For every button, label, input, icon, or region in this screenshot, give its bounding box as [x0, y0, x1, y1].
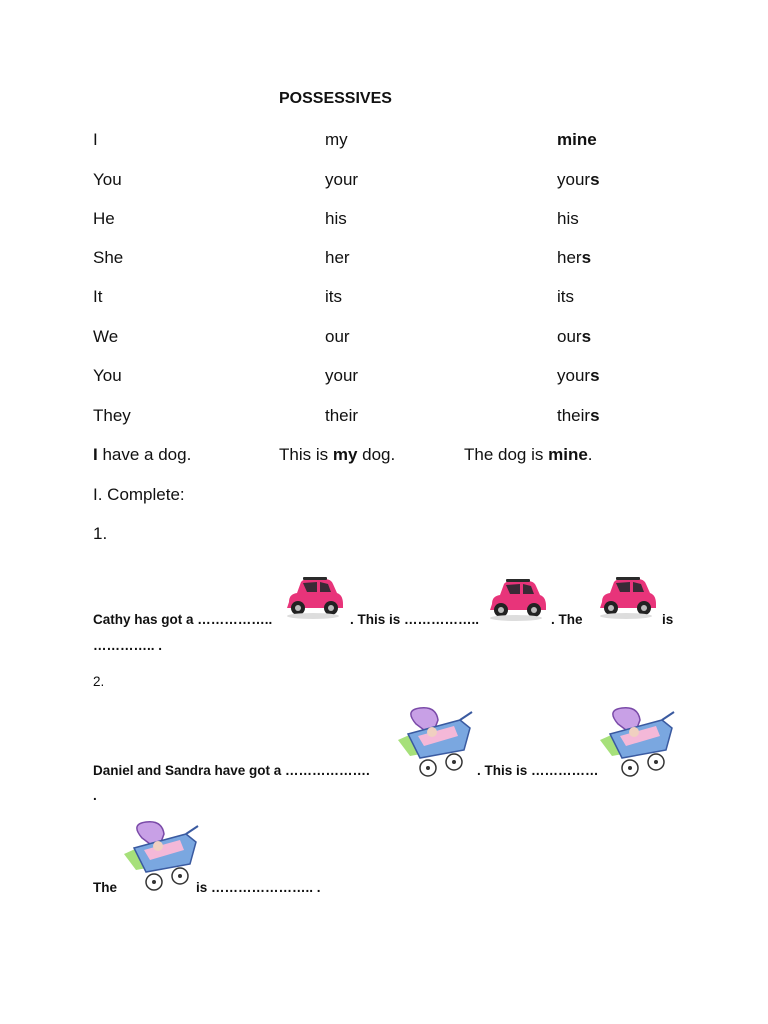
possessive-pronoun: ours: [557, 327, 592, 346]
exercise-text: Daniel and Sandra have got a ……………….: [93, 763, 370, 778]
example-sentence-2: This is my dog.: [279, 445, 396, 464]
possessive-adjective: his: [325, 209, 347, 228]
possessive-adjective: my: [325, 130, 348, 149]
subject-pronoun: They: [93, 406, 131, 425]
exercise-text: is: [662, 612, 674, 627]
subject-pronoun: You: [93, 170, 122, 189]
subject-pronoun: You: [93, 366, 122, 385]
example-sentence-3: The dog is mine.: [464, 445, 593, 464]
instruction-heading: I. Complete:: [93, 485, 185, 504]
example-sentence-1: I have a dog.: [93, 445, 192, 464]
exercise-number: 1.: [93, 524, 108, 543]
subject-pronoun: I: [93, 130, 98, 149]
exercise-text: . This is ……………: [477, 763, 599, 778]
subject-pronoun: He: [93, 209, 115, 228]
car-image: [486, 576, 548, 622]
possessive-adjective: your: [325, 366, 359, 385]
page-title: POSSESSIVES: [279, 90, 392, 107]
possessive-adjective: your: [325, 170, 359, 189]
exercise-text: ………….. .: [93, 638, 163, 653]
exercise-text: The: [93, 880, 118, 895]
exercise-number: 2.: [93, 674, 105, 689]
subject-pronoun: It: [93, 287, 103, 306]
possessive-pronoun: his: [557, 209, 579, 228]
exercise-text: . This is ……………..: [350, 612, 480, 627]
pram-image: [396, 706, 474, 778]
possessive-adjective: her: [325, 248, 350, 267]
car-image: [596, 574, 658, 620]
exercise-text: is ………………….. .: [196, 880, 321, 895]
possessive-pronoun: its: [557, 287, 574, 306]
subject-pronoun: She: [93, 248, 124, 267]
exercise-text: . The: [551, 612, 583, 627]
possessive-adjective: their: [325, 406, 359, 425]
possessive-pronoun: yours: [557, 170, 600, 189]
possessive-pronoun: mine: [557, 130, 597, 149]
pram-image: [598, 706, 676, 778]
car-image: [283, 574, 345, 620]
possessive-adjective: our: [325, 327, 350, 346]
possessive-pronoun: yours: [557, 366, 600, 385]
exercise-text: .: [93, 788, 97, 803]
possessive-adjective: its: [325, 287, 342, 306]
possessive-pronoun: hers: [557, 248, 592, 267]
pram-image: [122, 820, 200, 892]
exercise-text: Cathy has got a ……………..: [93, 612, 273, 627]
possessive-pronoun: theirs: [557, 406, 600, 425]
subject-pronoun: We: [93, 327, 119, 346]
